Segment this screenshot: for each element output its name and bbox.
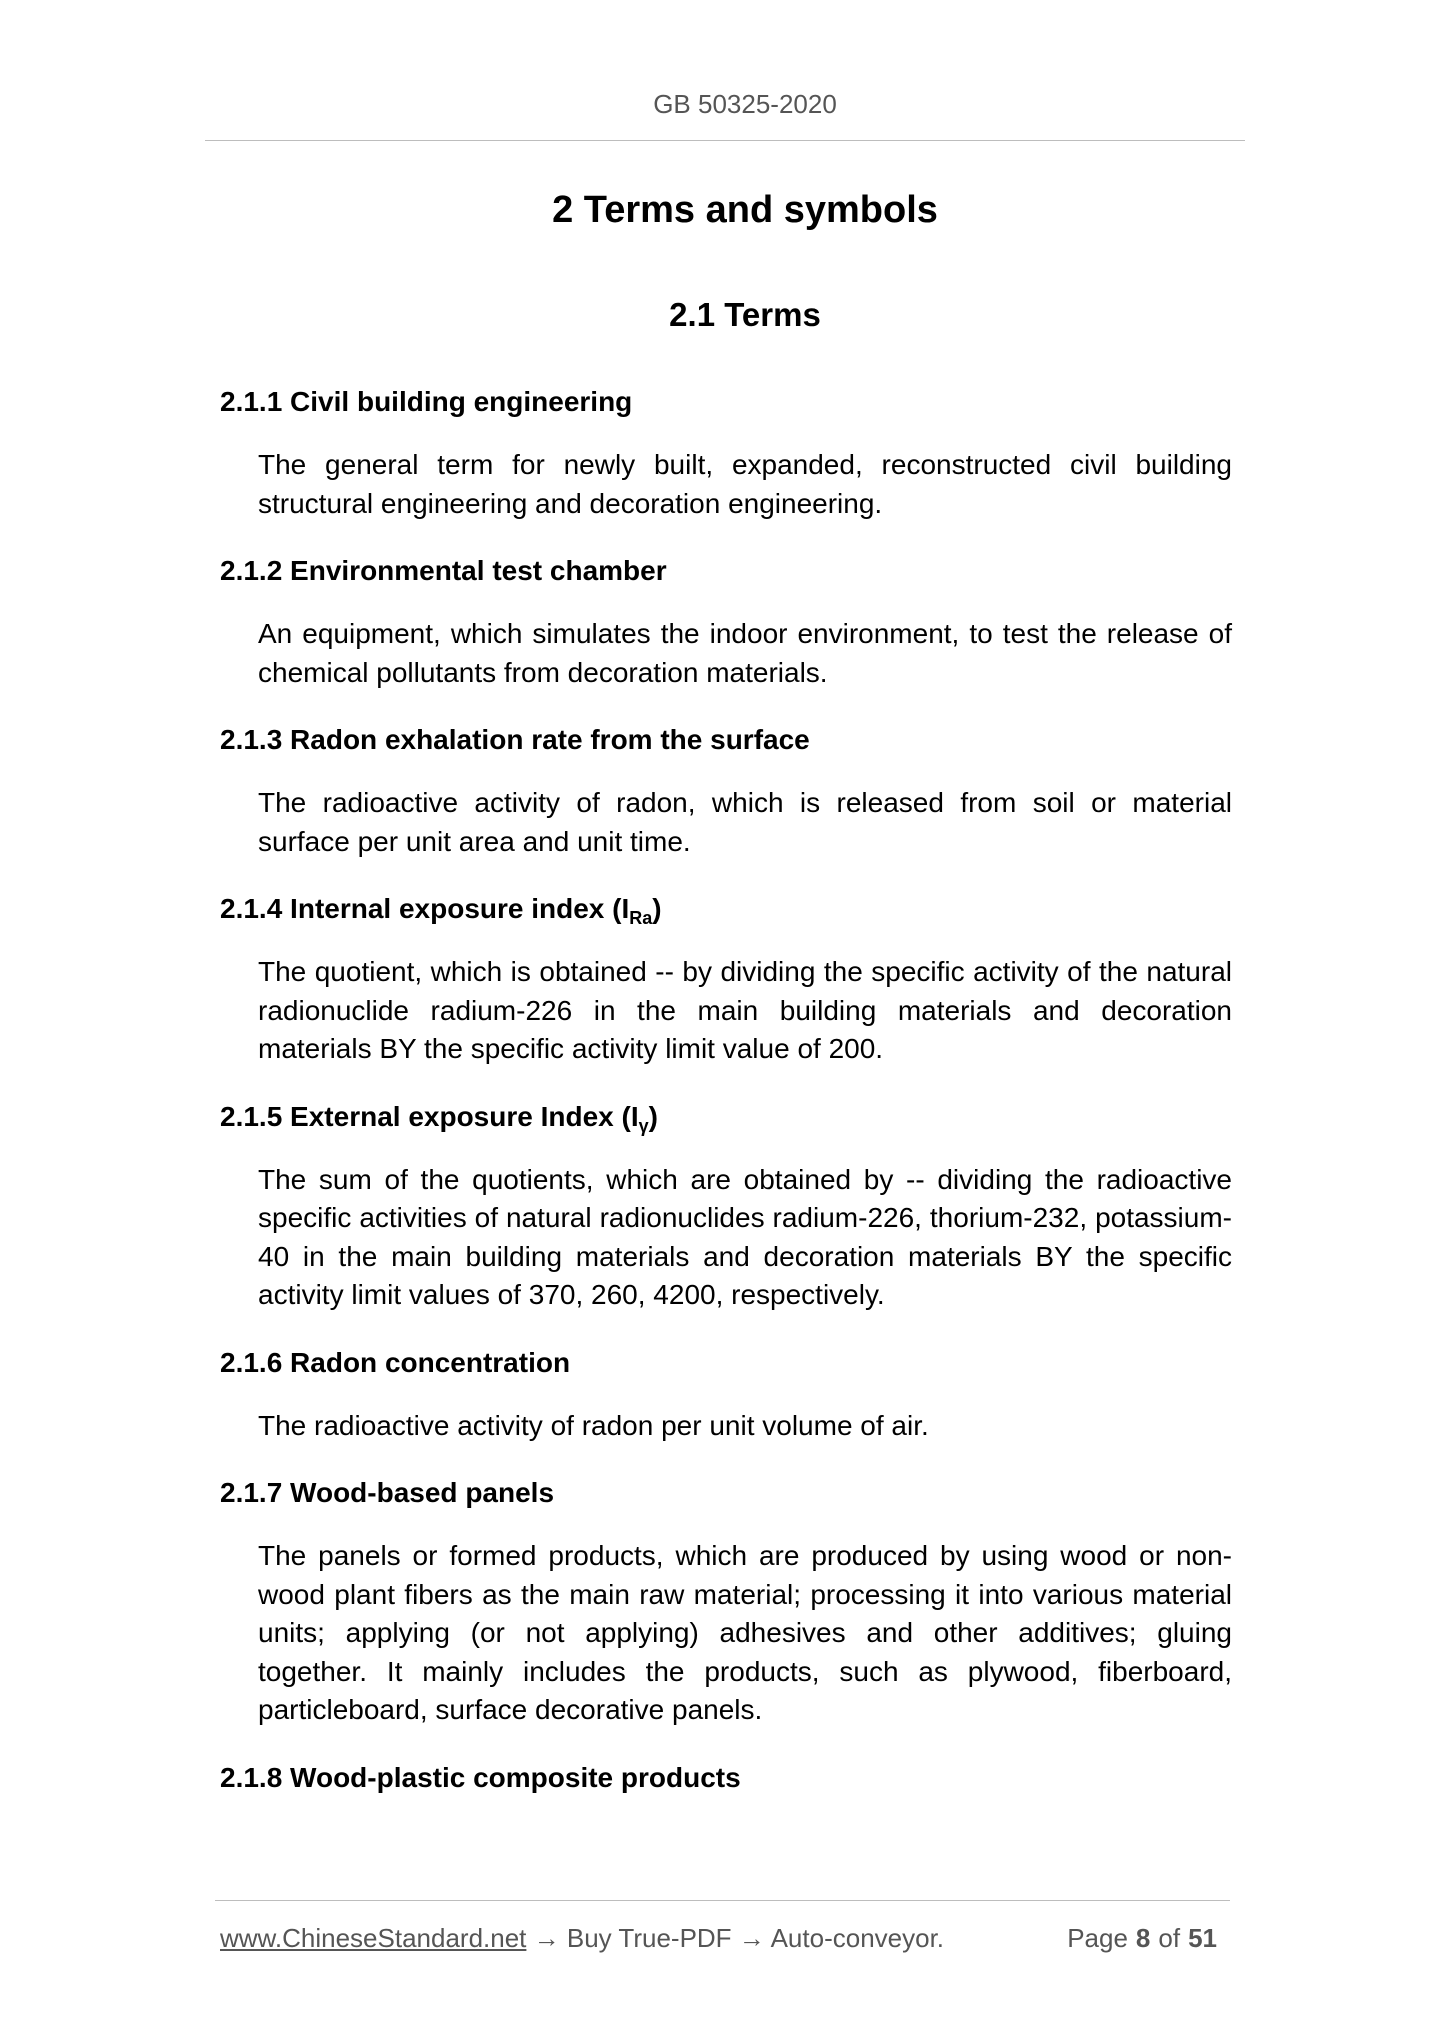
term-heading-suffix: ) <box>652 893 662 924</box>
term-heading: 2.1.8 Wood-plastic composite products <box>220 1761 741 1793</box>
term-definition: The radioactive activity of radon, which is released from soil or material surface per unit area and unit time. <box>258 787 1232 857</box>
term-2-1-1 <box>220 380 1232 523</box>
chapter-title: 2 Terms and symbols <box>552 189 938 231</box>
term-definition: The panels or formed products, which are produced by using wood or non-wood plant fibers as the main raw material; processing it into various material units; applying (or not applying) adhesives and other additives; gluing together. It mainly includes the products, such as plywood, fiberboard, particleboard, surface decorative panels. <box>258 1540 1232 1725</box>
term-heading <box>220 1095 1232 1139</box>
term-definition: The quotient, which is obtained -- by dividing the specific activity of the natural radionuclide radium-226 in the main building materials and decoration materials BY the specific activity limit value of 200. <box>258 956 1232 1064</box>
term-heading-text: 2.1.4 Internal exposure index (I <box>220 893 630 924</box>
section-title: 2.1 Terms <box>669 296 821 333</box>
term-heading-suffix: ) <box>648 1100 658 1132</box>
term-heading <box>220 887 1232 931</box>
total-pages-number: 51 <box>1188 1923 1217 1953</box>
term-definition: An equipment, which simulates the indoor environment, to test the release of chemical pollutants from decoration materials. <box>258 618 1232 688</box>
term-heading: 2.1.3 Radon exhalation rate from the surface <box>220 724 810 755</box>
term-2-1-6 <box>220 1341 1232 1446</box>
term-2-1-4 <box>220 887 1232 1069</box>
term-2-1-5 <box>220 1095 1232 1315</box>
doc-code: GB 50325-2020 <box>653 89 837 119</box>
website-link[interactable]: www.ChineseStandard.net <box>220 1923 527 1953</box>
term-definition: The sum of the quotients, which are obtained by -- dividing the radioactive specific activities of natural radionuclides radium-226, thorium-232, potassium-40 in the main building materials and decoration materials BY the specific activity limit values of 370, 260, 4200, respectively. <box>258 1163 1232 1310</box>
page-header <box>205 84 1245 141</box>
term-2-1-7 <box>220 1471 1232 1730</box>
buy-true-pdf-text: Buy True-PDF <box>566 1923 732 1953</box>
term-heading: 2.1.6 Radon concentration <box>220 1346 571 1378</box>
term-heading: 2.1.7 Wood-based panels <box>220 1477 555 1508</box>
term-heading: 2.1.1 Civil building engineering <box>220 386 633 417</box>
terms-list <box>220 380 1232 1822</box>
term-definition: The radioactive activity of radon per unit volume of air. <box>258 1409 929 1441</box>
page-label: Page <box>1067 1923 1128 1953</box>
arrow-right-icon: → <box>526 1923 567 1953</box>
footer-links <box>220 1923 944 1954</box>
term-2-1-2 <box>220 549 1232 692</box>
auto-conveyor-text: Auto-conveyor. <box>770 1923 945 1953</box>
arrow-right-icon: → <box>731 1923 771 1953</box>
page-indicator <box>1067 1923 1225 1954</box>
term-heading-text: 2.1.5 External exposure Index (I <box>220 1100 639 1132</box>
current-page-number: 8 <box>1135 1923 1151 1953</box>
term-definition: The general term for newly built, expanded, reconstructed civil building structural engineering and decoration engineering. <box>258 449 1232 519</box>
term-2-1-3 <box>220 718 1232 861</box>
term-2-1-8 <box>220 1756 1232 1800</box>
term-heading-subscript: Ra <box>629 908 653 928</box>
term-heading-subscript: γ <box>638 1115 649 1136</box>
term-heading: 2.1.2 Environmental test chamber <box>220 555 667 586</box>
page-footer <box>215 1900 1230 1961</box>
of-label: of <box>1158 1923 1181 1953</box>
